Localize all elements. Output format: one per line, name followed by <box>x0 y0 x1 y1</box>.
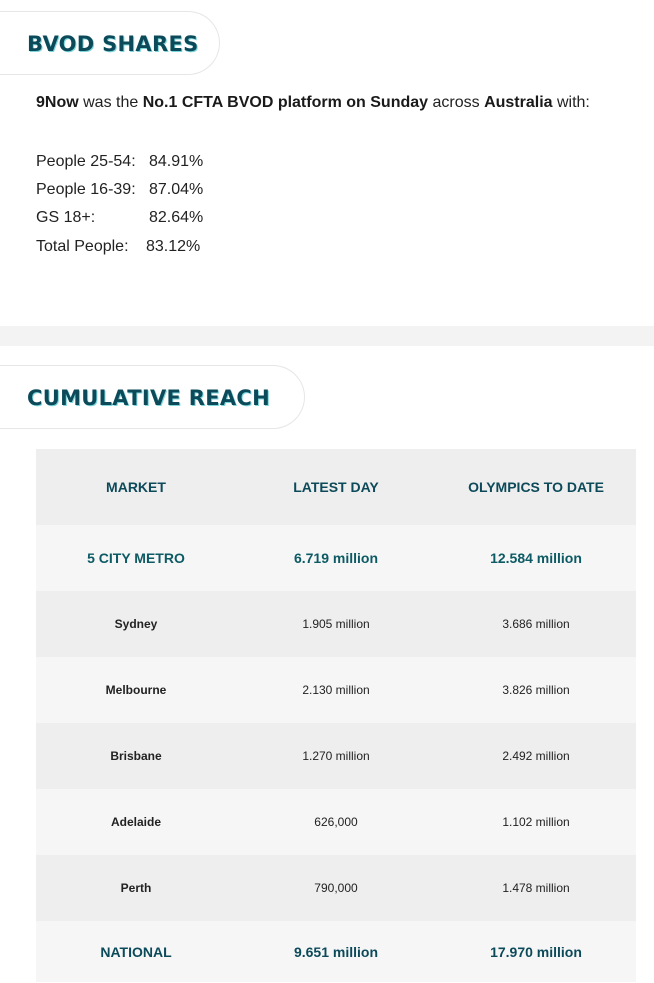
share-value: 82.64% <box>149 209 204 226</box>
cell-olympics-to-date: 1.478 million <box>502 881 570 895</box>
section-divider <box>0 326 654 346</box>
cell-market: Sydney <box>114 617 158 631</box>
cell-olympics-to-date: 3.826 million <box>502 683 570 697</box>
share-label: People 16-39: <box>36 181 136 198</box>
cell-olympics-to-date: 12.584 million <box>490 550 582 566</box>
table-row-brisbane <box>36 723 636 789</box>
table-row-perth <box>36 855 636 921</box>
cell-latest-day: 790,000 <box>314 881 358 895</box>
share-value: 84.91% <box>149 153 204 170</box>
share-value: 83.12% <box>146 238 201 255</box>
intro-rank: No.1 CFTA BVOD platform on Sunday <box>142 94 429 111</box>
share-row-gs-18-plus <box>36 209 204 227</box>
cumulative-reach-heading-pill <box>0 365 305 429</box>
cell-market: Brisbane <box>110 749 162 763</box>
cell-latest-day: 2.130 million <box>302 683 370 697</box>
cell-latest-day: 6.719 million <box>293 550 379 566</box>
cell-latest-day: 1.905 million <box>302 617 370 631</box>
share-label: GS 18+: <box>36 209 96 226</box>
column-header-latest-day: LATEST DAY <box>293 479 379 495</box>
cell-olympics-to-date: 17.970 million <box>490 943 582 960</box>
intro-text-2: across <box>428 94 485 111</box>
cell-olympics-to-date: 3.686 million <box>502 617 570 631</box>
bvod-shares-title: BVOD SHARES <box>27 32 199 56</box>
intro-region: Australia <box>484 94 553 111</box>
cell-latest-day: 1.270 million <box>302 749 370 763</box>
intro-platform: 9Now <box>36 94 79 111</box>
cumulative-reach-table <box>36 449 636 982</box>
bvod-intro-text <box>36 94 590 112</box>
column-header-olympics-to-date: OLYMPICS TO DATE <box>468 479 604 495</box>
cell-market: Perth <box>120 881 152 895</box>
share-value: 87.04% <box>149 181 204 198</box>
cell-market: NATIONAL <box>100 943 172 960</box>
cell-market: 5 CITY METRO <box>87 550 185 566</box>
cell-latest-day: 9.651 million <box>293 943 379 960</box>
cell-market: Melbourne <box>105 683 167 697</box>
share-row-total-people <box>36 238 201 256</box>
table-row-national <box>36 921 636 982</box>
table-row-5-city-metro <box>36 525 636 591</box>
cell-latest-day: 626,000 <box>314 815 358 829</box>
share-label: People 25-54: <box>36 153 136 170</box>
share-label: Total People: <box>36 238 129 255</box>
intro-text-1: was the <box>78 94 143 111</box>
table-header-row <box>36 449 636 525</box>
cell-olympics-to-date: 1.102 million <box>502 815 570 829</box>
cumulative-reach-title: CUMULATIVE REACH <box>27 386 271 410</box>
table-row-adelaide <box>36 789 636 855</box>
bvod-shares-heading-pill <box>0 11 220 75</box>
share-row-people-16-39 <box>36 181 204 199</box>
column-header-market: MARKET <box>106 479 166 495</box>
intro-text-3: with: <box>552 94 590 111</box>
cell-olympics-to-date: 2.492 million <box>502 749 570 763</box>
cell-market: Adelaide <box>110 815 161 829</box>
share-row-people-25-54 <box>36 153 204 171</box>
table-row-sydney <box>36 591 636 657</box>
table-row-melbourne <box>36 657 636 723</box>
